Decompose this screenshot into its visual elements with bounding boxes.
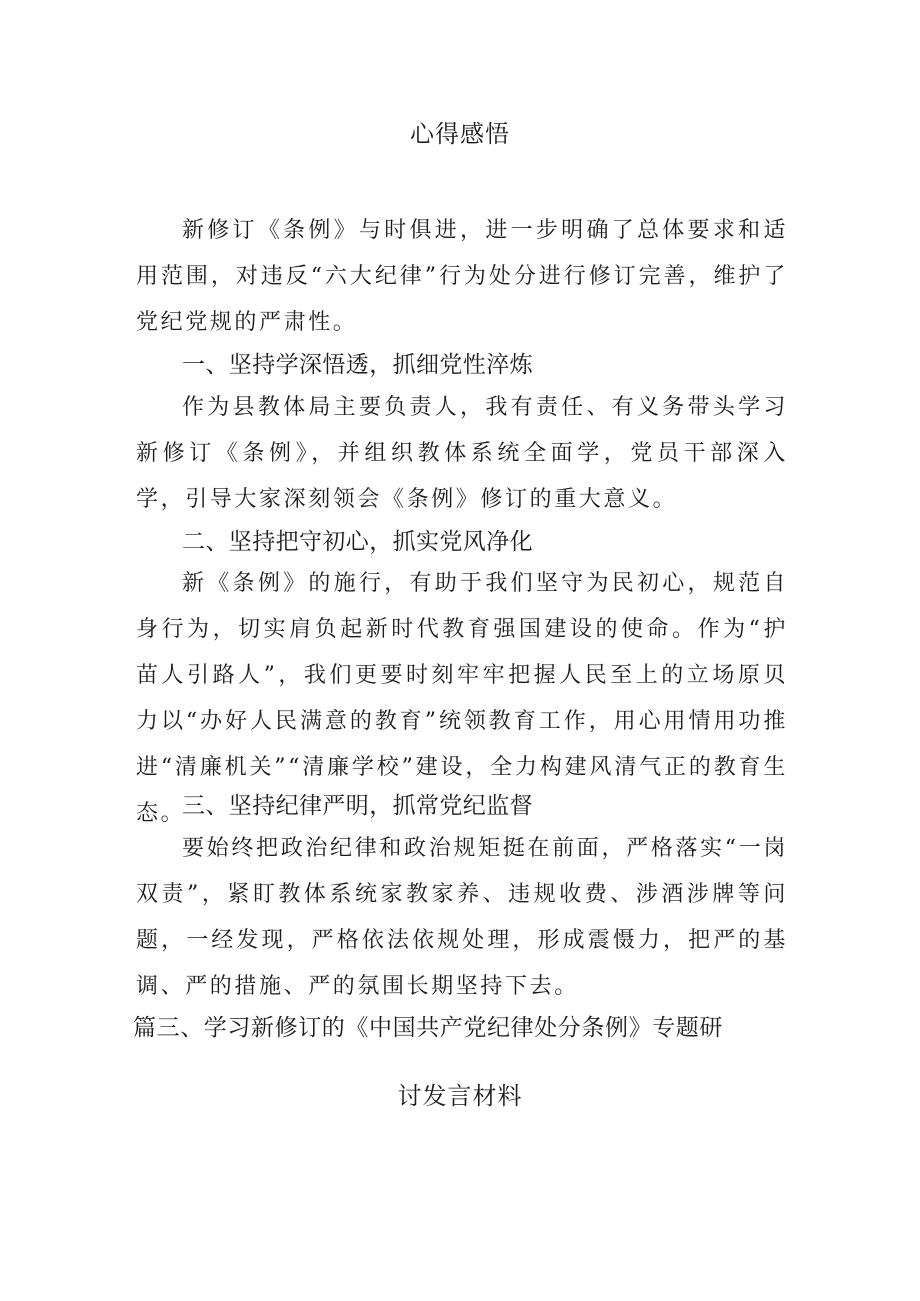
section-body-2: 新《条例》的施行，有助于我们坚守为民初心，规范自身行为，切实肩负起新时代教育强国建设的使命。作为“护苗人引路人”，我们更要时刻牢牢把握人民至上的立场原贝力以“办好人民满意的教育”统领教育工作，用心用情用功推进“清廉机关”“清廉学校”建设，全力构建风清气正的教育生态。: [136, 571, 788, 826]
section-heading-1: 一、坚持学深悟透，抓细党性淬炼: [182, 352, 533, 378]
section-body-1: 作为县教体局主要负责人，我有责任、有义务带头学习新修订《条例》，并组织教体系统全面学，党员干部深入学，引导大家深刻领会《条例》修订的重大意义。: [136, 395, 788, 512]
section-heading-2: 二、坚持把守初心，抓实党风净化: [182, 529, 533, 555]
next-chapter-title-line2: 讨发言材料: [397, 1082, 523, 1110]
section-heading-3: 三、坚持纪律严明，抓常党纪监督: [182, 793, 533, 819]
intro-paragraph: 新修订《条例》与时俱进，进一步明确了总体要求和适用范围，对违反“六大纪律”行为处分进行修订完善，维护了党纪党规的严肃性。: [136, 218, 788, 335]
section-body-3: 要始终把政治纪律和政治规矩挺在前面，严格落实“一岗双责”，紧盯教体系统家教家养、违规收费、涉酒涉牌等问题，一经发现，严格依法依规处理，形成震慑力，把严的基调、严的措施、严的氛围长期坚持下去。: [136, 836, 788, 999]
next-chapter-title-line1: 篇三、学习新修订的《中国共产党纪律处分条例》专题研: [133, 1015, 723, 1041]
page-title: 心得感悟: [410, 120, 510, 148]
